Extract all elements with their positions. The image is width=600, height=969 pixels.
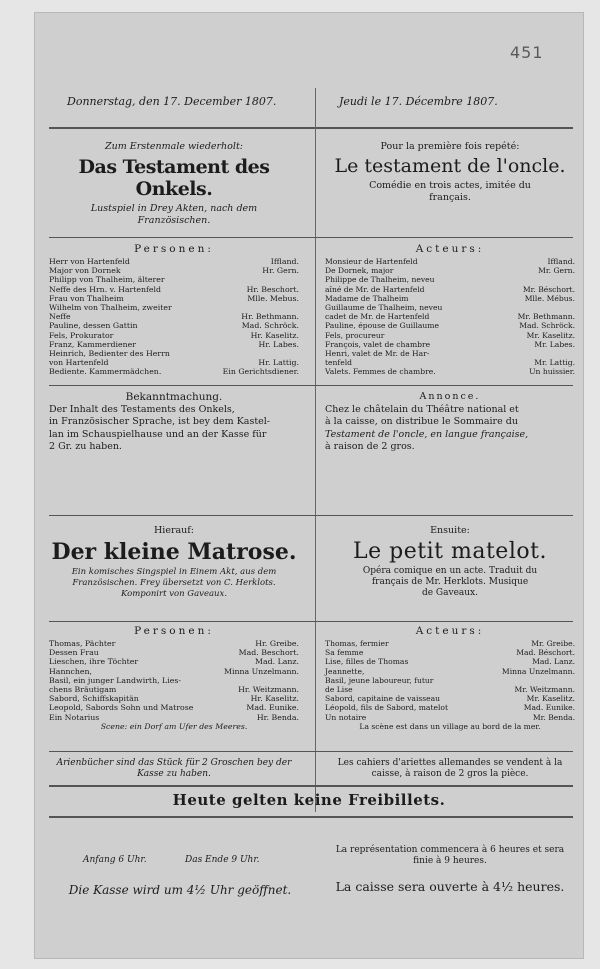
cast-row	[325, 667, 575, 676]
role-name: Monsieur de Hartenfeld	[325, 257, 418, 266]
cast-row	[325, 285, 575, 294]
cast-row	[325, 312, 575, 321]
actor-name: Hr. Kaselitz.	[250, 694, 299, 704]
actor-name: Hr. Benda.	[256, 712, 299, 722]
play2-genre-fr: Opéra comique en un acte. Traduit du français de Mr. Herklots. Musique de Gaveaux.	[362, 566, 538, 598]
role-name: Heinrich, Bedienter des Herrn	[49, 349, 170, 359]
actor-name: Hr. Beschort.	[246, 284, 299, 294]
cast-row	[49, 275, 299, 284]
cast-row	[325, 303, 575, 312]
cast-row	[49, 303, 299, 312]
cast-row	[325, 367, 575, 376]
cast-row	[49, 358, 299, 367]
archive-number: 451	[510, 43, 544, 62]
cast-row	[325, 703, 575, 712]
actor-name: Hr. Gern.	[262, 266, 299, 276]
actor-name: Minna Unzelmann.	[223, 666, 299, 676]
cast-row	[325, 676, 575, 685]
role-name: Thomas, fermier	[325, 639, 389, 648]
scene-de: Scene: ein Dorf am Ufer des Meeres.	[100, 721, 248, 731]
date-french: Jeudi le 17. Décembre 1807.	[339, 95, 498, 108]
column-divider	[315, 88, 316, 812]
role-name: Henri, valet de Mr. de Har-	[325, 349, 430, 359]
play2-title-de: Der kleine Matrose.	[51, 539, 297, 565]
actor-name: Mlle. Mébus.	[524, 293, 575, 303]
role-name: Ein Notarius	[49, 712, 100, 722]
actor-name: Un huissier.	[529, 367, 575, 377]
play1-cast-fr	[325, 243, 575, 377]
actor-name: Mad. Lanz.	[532, 657, 575, 667]
cast-row	[49, 266, 299, 275]
role-name: Dessen Frau	[49, 648, 99, 658]
role-name: Leopold, Sabords Sohn und Matrose	[49, 703, 194, 713]
actor-name: Mr. Kaselitz.	[526, 694, 575, 704]
play2-cast-fr	[325, 625, 575, 731]
cast-row	[325, 257, 575, 266]
role-name: Fels, Prokurator	[49, 330, 114, 340]
cast-row	[49, 331, 299, 340]
actor-name: Mad. Eunike.	[246, 703, 299, 713]
role-name: Pauline, épouse de Guillaume	[325, 321, 440, 331]
date-german: Donnerstag, den 17. December 1807.	[67, 95, 277, 108]
cast-heading-fr: Acteurs:	[415, 243, 485, 255]
actor-name: Minna Unzelmann.	[501, 666, 575, 676]
role-name: Major von Dornek	[49, 266, 121, 276]
cast-row	[325, 294, 575, 303]
header-divider	[49, 127, 573, 129]
cast-row	[49, 667, 299, 676]
actor-name: Hr. Lattig.	[258, 358, 299, 368]
role-name: Franz, Kammerdiener	[49, 339, 136, 349]
role-name: Sabord, capitaine de vaisseau	[325, 694, 441, 704]
cast-row	[325, 275, 575, 284]
role-name: Valets. Femmes de chambre.	[325, 367, 436, 377]
cast-row	[325, 694, 575, 703]
role-name: Basil, ein junger Landwirth, Lies-	[49, 675, 181, 685]
cast-row	[49, 294, 299, 303]
play1-genre-fr: Comédie en trois actes, imitée du français.	[369, 180, 531, 203]
play1-genre-de: Lustspiel in Drey Akten, nach dem Französischen.	[90, 203, 258, 226]
actor-name: Mr. Lattig.	[534, 358, 575, 368]
role-name: Lieschen, ihre Töchter	[49, 657, 139, 667]
cast-row	[325, 266, 575, 275]
play1-cast-de	[49, 243, 299, 377]
role-name: Guillaume de Thalheim, neveu	[325, 303, 443, 313]
cast-row	[325, 713, 575, 722]
cast-row	[325, 321, 575, 330]
cast-row	[49, 312, 299, 321]
role-name: François, valet de chambre	[325, 339, 431, 349]
divider	[49, 621, 573, 622]
cast-row	[325, 657, 575, 666]
actor-name: Iffland.	[547, 257, 575, 266]
cast-row	[49, 340, 299, 349]
role-name: tenfeld	[325, 358, 353, 368]
cast-row	[325, 648, 575, 657]
notice-german	[49, 391, 299, 454]
cast-heading-fr: Acteurs:	[415, 625, 485, 637]
actor-name: Hr. Labes.	[258, 339, 299, 349]
actor-name: Iffland.	[270, 257, 299, 266]
cast-row	[49, 694, 299, 703]
cast-row	[49, 685, 299, 694]
role-name: Madame de Thalheim	[325, 293, 409, 303]
actor-name: Mad. Schröck.	[519, 321, 575, 331]
role-name: Fels, procureur	[325, 330, 385, 340]
box-office-fr: La caisse sera ouverte à 4½ heures.	[335, 879, 565, 894]
notice-heading-fr: Annonce.	[419, 391, 481, 402]
actor-name: Mr. Weitzmann.	[514, 685, 575, 695]
notice-french	[325, 391, 575, 454]
role-name: Hannchen,	[49, 666, 92, 676]
actor-name: Mr. Bethmann.	[517, 312, 575, 322]
actor-name: Ein Gerichtsdiener.	[222, 367, 299, 377]
cast-row	[49, 321, 299, 330]
divider	[49, 751, 573, 752]
actor-name: Mr. Gern.	[538, 266, 575, 276]
cast-heading-de: Personen:	[134, 243, 214, 255]
role-name: Sa femme	[325, 648, 364, 658]
divider	[49, 816, 573, 818]
arias-german: Arienbücher sind das Stück für 2 Groschen bey der Kasse zu haben.	[56, 758, 292, 779]
actor-name: Mlle. Mebus.	[247, 293, 299, 303]
actor-name: Mr. Kaselitz.	[526, 330, 575, 340]
role-name: De Dornek, major	[325, 266, 394, 276]
cast-row	[325, 358, 575, 367]
play2-title-fr: Le petit matelot.	[353, 539, 547, 564]
end-time-de: Das Ende 9 Uhr.	[185, 855, 260, 865]
play1-intro-de: Zum Erstenmale wiederholt:	[105, 141, 243, 152]
cast-list	[325, 639, 575, 722]
role-name: Jeannette,	[325, 666, 365, 676]
actor-name: Mad. Eunike.	[523, 703, 575, 713]
actor-name: Mad. Beschort.	[238, 648, 299, 658]
role-name: Thomas, Pächter	[49, 639, 116, 648]
cast-heading-de: Personen:	[134, 625, 214, 637]
play2-french	[325, 525, 575, 599]
cast-row	[49, 657, 299, 666]
divider	[49, 237, 573, 238]
divider	[49, 385, 573, 386]
role-name: Sabord, Schiffskapitän	[49, 694, 139, 704]
role-name: Un notaire	[325, 712, 367, 722]
play2-genre-de: Ein komisches Singspiel in Einem Akt, aus dem Französischen. Frey übersetzt von C. Herklots. Komponirt von Gaveaux.	[71, 567, 277, 599]
role-name: Basil, jeune laboureur, futur	[325, 675, 434, 685]
cast-list	[49, 257, 299, 377]
play2-intro-de: Hierauf:	[154, 525, 194, 536]
actor-name: Mr. Benda.	[532, 712, 575, 722]
role-name: Frau von Thalheim	[49, 293, 124, 303]
actor-name: Mr. Béschort.	[522, 284, 575, 294]
cast-row	[325, 340, 575, 349]
cast-row	[325, 685, 575, 694]
role-name: Philippe de Thalheim, neveu	[325, 275, 435, 285]
role-name: cadet de Mr. de Hartenfeld	[325, 312, 430, 322]
actor-name: Mr. Labes.	[534, 339, 575, 349]
actor-name: Hr. Weitzmann.	[238, 685, 299, 695]
role-name: Léopold, fils de Sabord, matelot	[325, 703, 449, 713]
cast-row	[325, 639, 575, 648]
actor-name: Mad. Béschort.	[516, 648, 575, 658]
cast-row	[49, 349, 299, 358]
scene-fr: La scène est dans un village au bord de la mer.	[359, 721, 541, 731]
cast-row	[49, 703, 299, 712]
cast-row	[325, 331, 575, 340]
role-name: Philipp von Thalheim, älterer	[49, 275, 165, 285]
play1-title-fr: Le testament de l'oncle.	[334, 155, 566, 177]
divider	[49, 785, 573, 787]
role-name: Bediente. Kammermädchen.	[49, 367, 162, 377]
role-name: chens Bräutigam	[49, 685, 117, 695]
cast-row	[49, 639, 299, 648]
notice-text-fr: Chez le châtelain du Théâtre national et à la caisse, on distribue le Sommaire du Testament de l'oncle, en langue française, à raison de 2 gros.	[325, 403, 529, 452]
play2-cast-de	[49, 625, 299, 731]
cast-row	[49, 257, 299, 266]
playbill-page	[34, 12, 584, 959]
arias-french: Les cahiers d'ariettes allemandes se vendent à la caisse, à raison de 2 gros la pièce.	[337, 758, 563, 779]
cast-row	[325, 349, 575, 358]
role-name: Pauline, dessen Gattin	[49, 321, 138, 331]
cast-list	[325, 257, 575, 377]
cast-row	[49, 648, 299, 657]
role-name: Neffe des Hrn. v. Hartenfeld	[49, 284, 162, 294]
cast-row	[49, 676, 299, 685]
cast-list	[49, 639, 299, 722]
actor-name: Hr. Bethmann.	[241, 312, 299, 322]
divider	[49, 515, 573, 516]
role-name: aîné de Mr. de Hartenfeld	[325, 284, 425, 294]
role-name: Herr von Hartenfeld	[49, 257, 130, 266]
actor-name: Mad. Lanz.	[254, 657, 299, 667]
role-name: von Hartenfeld	[49, 358, 109, 368]
cast-row	[49, 367, 299, 376]
play1-title-de: Das Testament des Onkels.	[78, 156, 270, 200]
box-office-de: Die Kasse wird um 4½ Uhr geöffnet.	[68, 883, 292, 897]
play1-french	[325, 141, 575, 204]
play1-intro-fr: Pour la première fois repété:	[380, 141, 520, 152]
role-name: Wilhelm von Thalheim, zweiter	[49, 303, 172, 313]
cast-row	[49, 713, 299, 722]
actor-name: Hr. Kaselitz.	[250, 330, 299, 340]
play1-german	[49, 141, 299, 227]
role-name: de Lise	[325, 685, 353, 695]
play2-german	[49, 525, 299, 600]
start-time-fr: La représentation commencera à 6 heures et sera finie à 9 heures.	[335, 845, 565, 866]
notice-text-de: Der Inhalt des Testaments des Onkels, in Französischer Sprache, ist bey dem Kastel- lan im Schauspielhause und an der Kasse für 2 Gr. zu haben.	[49, 403, 271, 452]
role-name: Neffe	[49, 312, 71, 322]
actor-name: Hr. Greibe.	[255, 639, 299, 648]
no-free-tickets: Heute gelten keine Freibillets.	[172, 791, 446, 809]
cast-row	[49, 285, 299, 294]
actor-name: Mr. Greibe.	[531, 639, 575, 648]
role-name: Lise, filles de Thomas	[325, 657, 409, 667]
play2-intro-fr: Ensuite:	[430, 525, 470, 536]
notice-heading-de: Bekanntmachung.	[125, 391, 223, 403]
actor-name: Mad. Schröck.	[241, 321, 299, 331]
start-time-de: Anfang 6 Uhr.	[83, 855, 147, 865]
